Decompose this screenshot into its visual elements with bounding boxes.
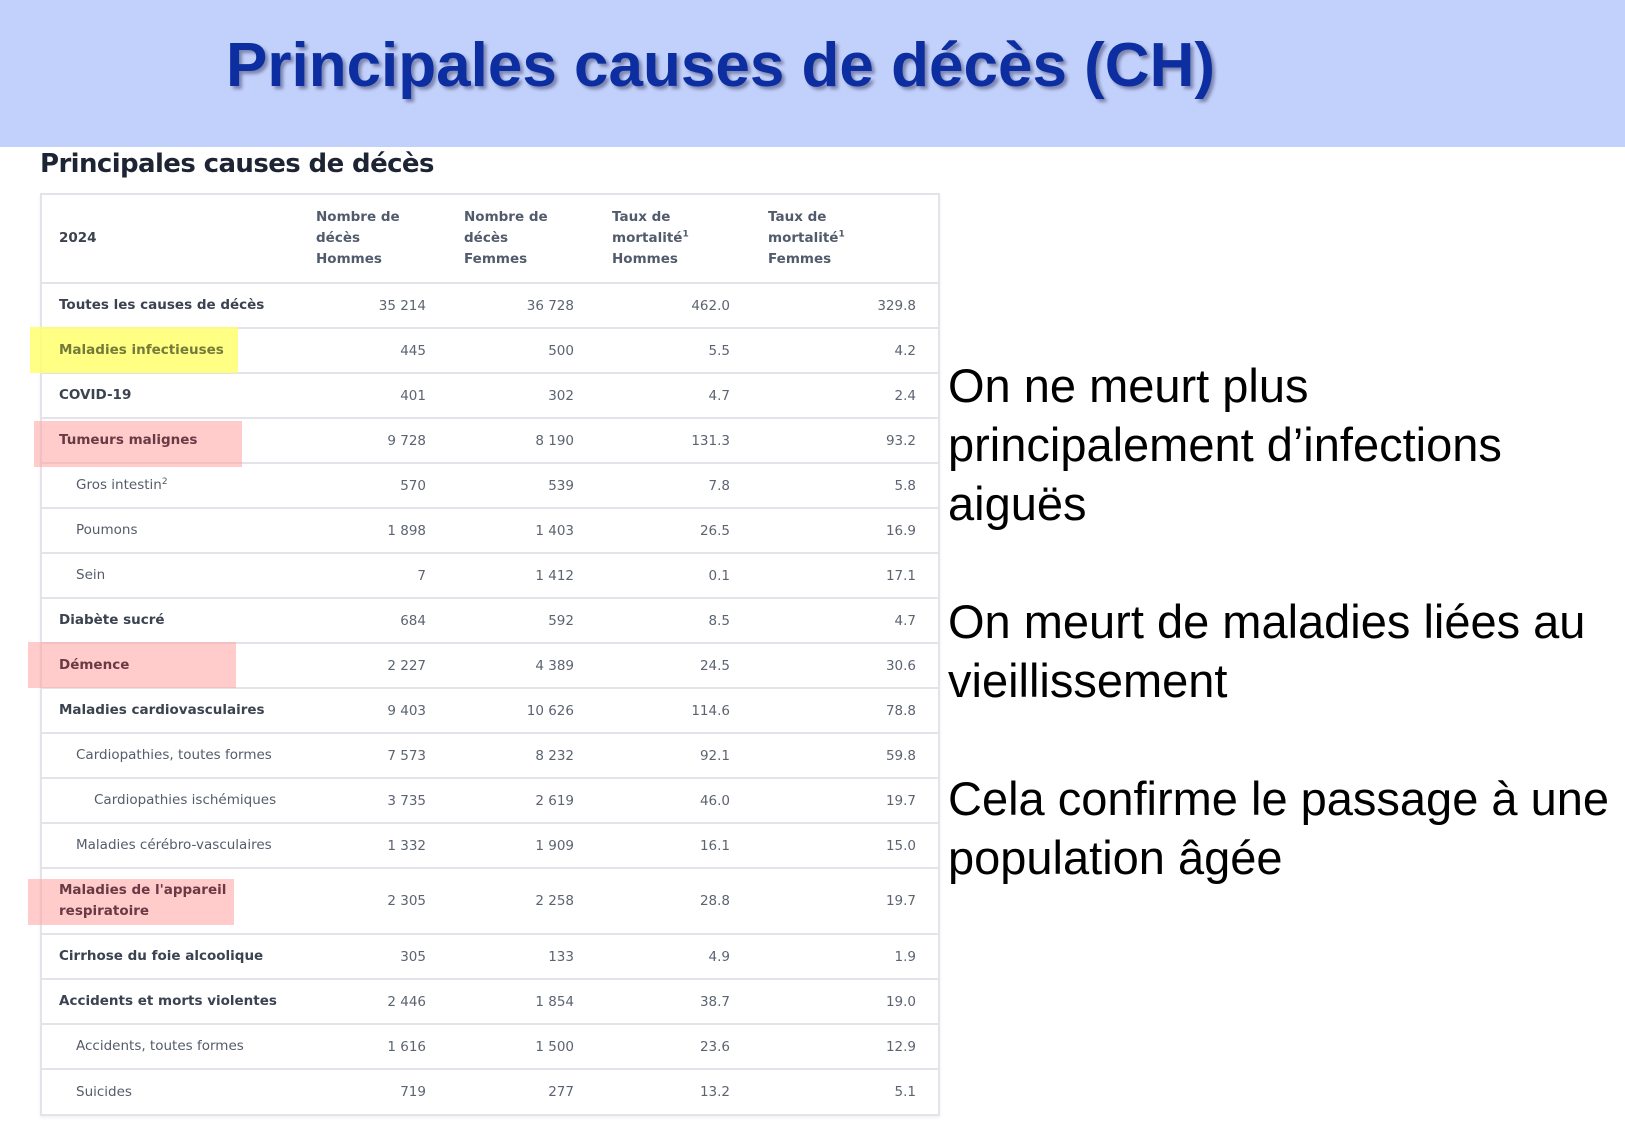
row-label: Toutes les causes de décès [59, 297, 265, 313]
cell-deaths-men: 2 446 [300, 979, 448, 1024]
table-row [42, 373, 938, 418]
causes-of-death-table [42, 195, 938, 1114]
cell-deaths-women: 1 403 [448, 508, 596, 553]
row-label: Diabète sucré [59, 612, 165, 628]
cell-rate-women: 19.0 [752, 979, 938, 1024]
cell-rate-men: 23.6 [596, 1024, 752, 1069]
cell-deaths-women: 500 [448, 328, 596, 373]
row-label-cell [42, 418, 300, 463]
cell-rate-men: 462.0 [596, 283, 752, 328]
cell-deaths-women: 10 626 [448, 688, 596, 733]
note-infections: On ne meurt plus principalement d’infections aiguës [948, 359, 1502, 530]
cell-rate-women: 5.1 [894, 1084, 916, 1100]
row-label: Cirrhose du foie alcoolique [59, 948, 264, 964]
table-row [42, 553, 938, 598]
cell-deaths-men: 9 728 [300, 418, 448, 463]
row-label: Démence [59, 657, 130, 673]
table-row [42, 598, 938, 643]
cell-rate-women: 16.9 [752, 508, 938, 553]
cell-deaths-women: 302 [448, 373, 596, 418]
cell-deaths-women: 8 190 [448, 418, 596, 463]
row-label: Suicides [76, 1083, 132, 1100]
row-label-cell [42, 643, 300, 688]
row-label: Cardiopathies ischémiques [94, 792, 277, 808]
table-row [42, 643, 938, 688]
cell-rate-men: 8.5 [596, 598, 752, 643]
cell-deaths-women: 1 909 [448, 823, 596, 868]
table-row [42, 283, 938, 328]
row-label: COVID-19 [59, 387, 132, 403]
row-label-cell [42, 508, 300, 553]
table-row [42, 418, 938, 463]
header-rate-women: Taux de mortalité$^1$ Femmes [752, 195, 938, 283]
cell-deaths-men: 1 332 [300, 823, 448, 868]
slide-title: Principales causes de décès (CH) [226, 31, 1216, 100]
title-banner [0, 0, 1625, 147]
cell-rate-women: 4.2 [752, 328, 938, 373]
row-label-cell [42, 598, 300, 643]
cell-rate-women: 1.9 [752, 934, 938, 979]
table-row [42, 463, 938, 508]
cell-rate-women: 19.7 [752, 778, 938, 823]
cell-deaths-men: 1 898 [300, 508, 448, 553]
commentary [948, 356, 1618, 887]
cell-rate-men: 4.9 [596, 934, 752, 979]
cell-rate-women: 93.2 [752, 418, 938, 463]
row-label: Cardiopathies, toutes formes [76, 747, 272, 763]
row-label: Accidents, toutes formes [76, 1038, 244, 1054]
cell-deaths-men: 3 735 [300, 778, 448, 823]
cell-rate-men: 4.7 [596, 373, 752, 418]
table-row [42, 733, 938, 778]
cell-rate-women: 15.0 [752, 823, 938, 868]
cell-deaths-men: 7 [300, 553, 448, 598]
table-row [42, 868, 938, 934]
cell-deaths-men: 7 573 [300, 733, 448, 778]
cell-rate-women: 12.9 [752, 1024, 938, 1069]
cell-rate-men: 24.5 [596, 643, 752, 688]
cell-rate-men: 16.1 [596, 823, 752, 868]
row-label-cell [42, 733, 300, 778]
row-label-cell [42, 934, 300, 979]
cell-deaths-women: 592 [448, 598, 596, 643]
cell-deaths-men: 401 [300, 373, 448, 418]
row-label-cell [42, 688, 300, 733]
cell-deaths-men: 719 [400, 1084, 426, 1100]
cell-deaths-women: 539 [448, 463, 596, 508]
row-label: Accidents et morts violentes [59, 993, 277, 1009]
cell-rate-women: 59.8 [752, 733, 938, 778]
cell-rate-men: 46.0 [596, 778, 752, 823]
cell-rate-men: 28.8 [596, 868, 752, 934]
cell-deaths-women: 2 619 [448, 778, 596, 823]
row-label-cell [42, 778, 300, 823]
table-card [40, 193, 940, 1116]
table-row [42, 1069, 938, 1114]
table-row [42, 328, 938, 373]
cell-deaths-women: 1 854 [448, 979, 596, 1024]
header-rate-men: Taux de mortalité$^1$ Hommes [596, 195, 752, 283]
cell-deaths-men: 35 214 [300, 283, 448, 328]
table-body [42, 283, 938, 1114]
cell-rate-women: 19.7 [752, 868, 938, 934]
cell-deaths-men: 9 403 [300, 688, 448, 733]
cell-rate-men: 5.5 [596, 328, 752, 373]
header-year: 2024 [42, 195, 300, 283]
cell-deaths-men: 570 [300, 463, 448, 508]
cell-deaths-men: 684 [300, 598, 448, 643]
row-label-cell [42, 979, 300, 1024]
table-header-row [42, 195, 938, 283]
cell-deaths-women: 36 728 [448, 283, 596, 328]
cell-rate-men: 0.1 [596, 553, 752, 598]
row-label-cell [42, 373, 300, 418]
row-label: Maladies de l'appareil respiratoire [59, 882, 227, 919]
row-label: Maladies cérébro-vasculaires [76, 837, 272, 853]
cell-deaths-women: 8 232 [448, 733, 596, 778]
header-deaths-women: Nombre de décès Femmes [448, 195, 596, 283]
cell-rate-men: 7.8 [596, 463, 752, 508]
table-row [42, 1024, 938, 1069]
row-label: Sein [76, 567, 106, 583]
table-row [42, 823, 938, 868]
cell-deaths-women: 1 500 [448, 1024, 596, 1069]
row-label-cell [42, 868, 300, 934]
table-row [42, 778, 938, 823]
cell-rate-men: 114.6 [596, 688, 752, 733]
footnote-marker: 2 [161, 476, 168, 487]
cell-deaths-women: 2 258 [448, 868, 596, 934]
cell-rate-women: 78.8 [752, 688, 938, 733]
row-label-cell [42, 553, 300, 598]
cell-deaths-men: 2 227 [300, 643, 448, 688]
cell-rate-men: 131.3 [596, 418, 752, 463]
row-label: Tumeurs malignes [59, 432, 198, 448]
cell-rate-women: 5.8 [752, 463, 938, 508]
row-label-cell [42, 823, 300, 868]
cell-deaths-men: 1 616 [300, 1024, 448, 1069]
cell-deaths-women: 277 [548, 1084, 574, 1100]
row-label-cell [42, 328, 300, 373]
cell-deaths-men: 305 [300, 934, 448, 979]
header-deaths-men: Nombre de décès Hommes [300, 195, 448, 283]
cell-deaths-men: 445 [300, 328, 448, 373]
row-label-cell [42, 463, 300, 508]
cell-rate-women: 17.1 [752, 553, 938, 598]
cell-rate-women: 2.4 [752, 373, 938, 418]
cell-rate-women: 4.7 [752, 598, 938, 643]
row-label-cell [42, 283, 300, 328]
row-label: Gros intestin [76, 477, 162, 493]
cell-deaths-women: 133 [448, 934, 596, 979]
cell-deaths-women: 1 412 [448, 553, 596, 598]
note-aging-diseases: On meurt de maladies liées au vieillissement [948, 595, 1586, 707]
row-label: Poumons [76, 522, 138, 538]
cell-rate-men: 38.7 [596, 979, 752, 1024]
table-row [42, 688, 938, 733]
cell-rate-men: 13.2 [699, 1084, 730, 1100]
cell-deaths-women: 4 389 [448, 643, 596, 688]
table-title: Principales causes de décès [40, 149, 434, 179]
row-label: Maladies infectieuses [59, 342, 224, 358]
row-label: Maladies cardiovasculaires [59, 702, 265, 718]
cell-rate-women: 329.8 [752, 283, 938, 328]
table-row [42, 508, 938, 553]
note-aging-population: Cela confirme le passage à une population âgée [948, 772, 1610, 884]
cell-rate-women: 30.6 [752, 643, 938, 688]
row-label-cell [42, 1069, 300, 1114]
cell-rate-men: 26.5 [596, 508, 752, 553]
embedded-table-screenshot [28, 147, 956, 1125]
row-label-cell [42, 1024, 300, 1069]
table-row [42, 934, 938, 979]
cell-rate-men: 92.1 [596, 733, 752, 778]
table-row [42, 979, 938, 1024]
cell-deaths-men: 2 305 [300, 868, 448, 934]
